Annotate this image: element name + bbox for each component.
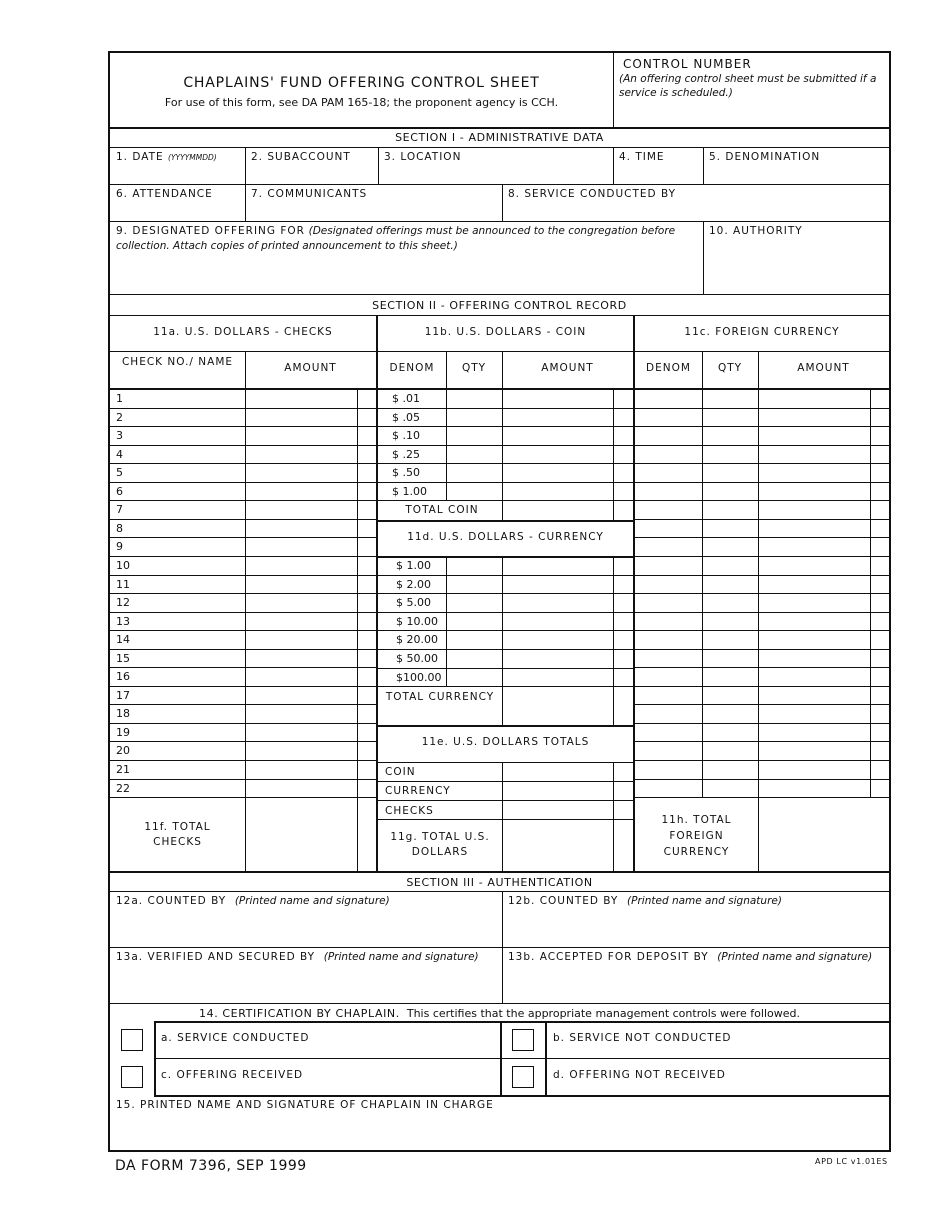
row-number: 11 (116, 577, 130, 591)
foreign-denom-input[interactable] (637, 650, 700, 667)
foreign-amount-input[interactable] (760, 390, 868, 407)
check-amount-input[interactable] (247, 576, 355, 593)
foreign-denom-input[interactable] (637, 761, 700, 778)
total-currency-input[interactable] (504, 687, 611, 724)
check-name-input[interactable] (112, 594, 243, 611)
foreign-qty-input[interactable] (704, 520, 756, 537)
foreign-denom-input[interactable] (637, 501, 700, 518)
foreign-denom-input[interactable] (637, 427, 700, 444)
row-number: 18 (116, 707, 130, 721)
row-number: 5 (116, 466, 123, 480)
check-amount-input[interactable] (247, 724, 355, 741)
check-amount-input[interactable] (247, 705, 355, 722)
denomination-input[interactable] (705, 165, 887, 182)
col-foreign-amount: AMOUNT (797, 362, 850, 374)
foreign-amount-input[interactable] (760, 742, 868, 759)
total-foreign-label: 11h. TOTAL FOREIGN CURRENCY (661, 814, 732, 858)
foreign-qty-input[interactable] (704, 724, 756, 741)
check-name-input[interactable] (112, 780, 243, 797)
row-number: 17 (116, 688, 130, 702)
row-number: 12 (116, 596, 130, 610)
chaplain-signature-input[interactable] (112, 1115, 887, 1149)
coin-qty-input[interactable] (448, 390, 500, 407)
foreign-qty-input[interactable] (704, 742, 756, 759)
col-coin-qty: QTY (461, 362, 487, 374)
offering-control-form (108, 51, 891, 1152)
authority-input[interactable] (705, 241, 887, 292)
check-name-input[interactable] (112, 576, 243, 593)
counted-by-a-input[interactable] (112, 911, 500, 945)
currency-amount-input[interactable] (504, 594, 611, 611)
time-label: 4. TIME (619, 151, 665, 163)
row-number: 3 (116, 429, 123, 443)
check-amount-input[interactable] (247, 668, 355, 685)
foreign-amount-input[interactable] (760, 538, 868, 555)
coin-denom: $ .50 (392, 466, 420, 480)
foreign-amount-input[interactable] (760, 501, 868, 518)
check-amount-input[interactable] (247, 446, 355, 463)
row-number: 7 (116, 503, 123, 517)
total-currency-label: TOTAL CURRENCY (385, 691, 495, 703)
currency-qty-input[interactable] (448, 631, 500, 648)
foreign-qty-input[interactable] (704, 761, 756, 778)
currency-denom: $ 10.00 (396, 614, 438, 628)
verified-input[interactable] (112, 967, 500, 1001)
totals-coin-label: COIN (385, 766, 416, 778)
coin-header: 11b. U.S. DOLLARS - COIN (424, 326, 587, 338)
check-amount-input[interactable] (247, 557, 355, 574)
currency-qty-input[interactable] (448, 557, 500, 574)
foreign-amount-input[interactable] (760, 668, 868, 685)
row-number: 22 (116, 781, 130, 795)
foreign-amount-input[interactable] (760, 594, 868, 611)
foreign-denom-input[interactable] (637, 538, 700, 555)
currency-header: 11d. U.S. DOLLARS - CURRENCY (407, 531, 604, 543)
foreign-amount-input[interactable] (760, 557, 868, 574)
total-foreign-input[interactable] (760, 798, 887, 870)
currency-qty-input[interactable] (448, 576, 500, 593)
col-checks-amount: AMOUNT (284, 362, 337, 374)
currency-qty-input[interactable] (448, 650, 500, 667)
check-amount-input[interactable] (247, 650, 355, 667)
foreign-qty-input[interactable] (704, 557, 756, 574)
certification-text: This certifies that the appropriate management controls were followed. (406, 1007, 800, 1020)
row-number: 14 (116, 633, 130, 647)
foreign-qty-input[interactable] (704, 631, 756, 648)
foreign-amount-input[interactable] (760, 409, 868, 426)
service-not-conducted-label: b. SERVICE NOT CONDUCTED (553, 1032, 732, 1044)
offering-not-received-label: d. OFFERING NOT RECEIVED (553, 1069, 726, 1081)
service-not-conducted-checkbox[interactable] (512, 1029, 534, 1051)
foreign-amount-input[interactable] (760, 631, 868, 648)
foreign-amount-input[interactable] (760, 520, 868, 537)
attendance-label: 6. ATTENDANCE (116, 188, 213, 200)
service-conducted-label: a. SERVICE CONDUCTED (161, 1032, 310, 1044)
foreign-denom-input[interactable] (637, 780, 700, 797)
currency-qty-input[interactable] (448, 613, 500, 630)
control-number-input[interactable] (615, 103, 887, 125)
currency-denom: $ 1.00 (396, 559, 431, 572)
check-name-input[interactable] (112, 501, 243, 518)
foreign-denom-input[interactable] (637, 409, 700, 426)
coin-amount-input[interactable] (504, 464, 611, 481)
form-subtitle: For use of this form, see DA PAM 165-18; the proponent agency is CCH. (164, 96, 559, 109)
check-amount-input[interactable] (247, 594, 355, 611)
check-name-input[interactable] (112, 705, 243, 722)
totals-checks-input[interactable] (504, 801, 611, 818)
foreign-denom-input[interactable] (637, 483, 700, 500)
foreign-qty-input[interactable] (704, 650, 756, 667)
check-amount-input[interactable] (247, 483, 355, 500)
foreign-qty-input[interactable] (704, 427, 756, 444)
check-name-input[interactable] (112, 427, 243, 444)
currency-amount-input[interactable] (504, 650, 611, 667)
check-name-input[interactable] (112, 390, 243, 407)
coin-amount-input[interactable] (504, 483, 611, 500)
coin-denom: $ 1.00 (392, 484, 427, 498)
currency-denom: $ 20.00 (396, 633, 438, 647)
total-us-dollars-label: 11g. TOTAL U.S. DOLLARS (390, 831, 490, 858)
foreign-amount-input[interactable] (760, 687, 868, 704)
row-number: 1 (116, 392, 123, 405)
total-checks-input[interactable] (247, 798, 355, 870)
currency-denom: $ 5.00 (396, 596, 431, 610)
location-input[interactable] (380, 165, 611, 182)
coin-qty-input[interactable] (448, 446, 500, 463)
foreign-amount-input[interactable] (760, 576, 868, 593)
currency-qty-input[interactable] (448, 669, 500, 686)
foreign-denom-input[interactable] (637, 724, 700, 741)
subaccount-input[interactable] (247, 165, 376, 182)
row-number: 2 (116, 410, 123, 424)
time-input[interactable] (615, 165, 701, 182)
foreign-denom-input[interactable] (637, 520, 700, 537)
designated-offering-input[interactable] (112, 256, 701, 292)
counted-by-a-label: 12a. COUNTED BY (Printed name and signature) (116, 895, 390, 907)
offering-received-label: c. OFFERING RECEIVED (161, 1069, 304, 1081)
totals-currency-input[interactable] (504, 782, 611, 799)
foreign-denom-input[interactable] (637, 594, 700, 611)
row-number: 6 (116, 484, 123, 498)
col-foreign-denom: DENOM (646, 362, 691, 374)
check-name-input[interactable] (112, 446, 243, 463)
foreign-currency-header: 11c. FOREIGN CURRENCY (684, 326, 840, 338)
section-1-title: SECTION I - ADMINISTRATIVE DATA (395, 131, 604, 144)
coin-qty-input[interactable] (448, 409, 500, 426)
coin-denom: $ .10 (392, 429, 420, 443)
coin-denom: $ .01 (392, 392, 420, 405)
coin-amount-input[interactable] (504, 446, 611, 463)
foreign-amount-input[interactable] (760, 780, 868, 797)
checks-header: 11a. U.S. DOLLARS - CHECKS (153, 326, 333, 338)
foreign-denom-input[interactable] (637, 631, 700, 648)
foreign-amount-input[interactable] (760, 724, 868, 741)
foreign-amount-input[interactable] (760, 705, 868, 722)
foreign-qty-input[interactable] (704, 576, 756, 593)
totals-checks-label: CHECKS (385, 805, 434, 817)
check-name-input[interactable] (112, 668, 243, 685)
totals-header: 11e. U.S. DOLLARS TOTALS (421, 736, 590, 748)
check-amount-input[interactable] (247, 761, 355, 778)
location-label: 3. LOCATION (384, 151, 462, 163)
foreign-denom-input[interactable] (637, 613, 700, 630)
date-label: 1. DATE (YYYYMMDD) (116, 151, 217, 163)
check-name-input[interactable] (112, 409, 243, 426)
coin-amount-input[interactable] (504, 409, 611, 426)
foreign-qty-input[interactable] (704, 613, 756, 630)
foreign-denom-input[interactable] (637, 576, 700, 593)
foreign-qty-input[interactable] (704, 705, 756, 722)
offering-not-received-checkbox[interactable] (512, 1066, 534, 1088)
row-number: 16 (116, 670, 130, 684)
totals-currency-label: CURRENCY (385, 785, 451, 797)
control-number-label: CONTROL NUMBER (623, 57, 752, 71)
check-name-input[interactable] (112, 613, 243, 630)
check-amount-input[interactable] (247, 538, 355, 555)
accepted-label: 13b. ACCEPTED FOR DEPOSIT BY (Printed name and signature) (508, 951, 873, 963)
foreign-denom-input[interactable] (637, 557, 700, 574)
foreign-qty-input[interactable] (704, 668, 756, 685)
communicants-input[interactable] (247, 203, 500, 220)
foreign-qty-input[interactable] (704, 464, 756, 481)
currency-amount-input[interactable] (504, 669, 611, 686)
counted-by-b-input[interactable] (504, 911, 887, 945)
foreign-denom-input[interactable] (637, 742, 700, 759)
col-foreign-qty: QTY (717, 362, 743, 374)
form-version: APD LC v1.01ES (815, 1157, 888, 1166)
check-name-input[interactable] (112, 687, 243, 704)
coin-amount-input[interactable] (504, 427, 611, 444)
check-name-input[interactable] (112, 761, 243, 778)
date-format-note: (YYYYMMDD) (168, 153, 217, 162)
foreign-denom-input[interactable] (637, 687, 700, 704)
row-number: 8 (116, 521, 123, 535)
foreign-denom-input[interactable] (637, 668, 700, 685)
foreign-qty-input[interactable] (704, 538, 756, 555)
currency-denom: $ 50.00 (396, 652, 438, 665)
check-name-input[interactable] (112, 631, 243, 648)
row-number: 21 (116, 763, 130, 776)
row-number: 10 (116, 558, 130, 572)
foreign-amount-input[interactable] (760, 427, 868, 444)
coin-denom: $ .05 (392, 410, 420, 424)
foreign-denom-input[interactable] (637, 390, 700, 407)
foreign-amount-input[interactable] (760, 613, 868, 630)
counted-by-b-label: 12b. COUNTED BY (Printed name and signature) (508, 895, 782, 907)
currency-amount-input[interactable] (504, 576, 611, 593)
verified-label: 13a. VERIFIED AND SECURED BY (Printed name and signature) (116, 951, 479, 963)
check-name-input[interactable] (112, 538, 243, 555)
check-name-input[interactable] (112, 464, 243, 481)
attendance-input[interactable] (112, 203, 243, 220)
check-amount-input[interactable] (247, 687, 355, 704)
row-number: 9 (116, 540, 123, 554)
offering-received-checkbox[interactable] (121, 1066, 143, 1088)
section-3-title: SECTION III - AUTHENTICATION (406, 876, 593, 889)
subaccount-label: 2. SUBACCOUNT (251, 151, 351, 163)
check-name-input[interactable] (112, 724, 243, 741)
check-amount-input[interactable] (247, 390, 355, 407)
check-amount-input[interactable] (247, 464, 355, 481)
check-amount-input[interactable] (247, 613, 355, 630)
foreign-qty-input[interactable] (704, 594, 756, 611)
col-coin-denom: DENOM (389, 362, 435, 374)
foreign-amount-input[interactable] (760, 650, 868, 667)
foreign-denom-input[interactable] (637, 464, 700, 481)
check-name-input[interactable] (112, 650, 243, 667)
coin-denom: $ .25 (392, 447, 420, 461)
check-amount-input[interactable] (247, 742, 355, 759)
currency-qty-input[interactable] (448, 594, 500, 611)
col-check-no: CHECK NO./ NAME (121, 356, 234, 368)
authority-label: 10. AUTHORITY (709, 225, 803, 237)
service-conducted-by-label: 8. SERVICE CONDUCTED BY (508, 188, 677, 200)
row-number: 4 (116, 447, 123, 461)
check-amount-input[interactable] (247, 427, 355, 444)
coin-qty-input[interactable] (448, 483, 500, 500)
check-amount-input[interactable] (247, 520, 355, 537)
foreign-qty-input[interactable] (704, 409, 756, 426)
section-2-title: SECTION II - OFFERING CONTROL RECORD (372, 299, 627, 312)
foreign-denom-input[interactable] (637, 705, 700, 722)
communicants-label: 7. COMMUNICANTS (251, 188, 368, 200)
check-amount-input[interactable] (247, 631, 355, 648)
check-amount-input[interactable] (247, 409, 355, 426)
check-name-input[interactable] (112, 483, 243, 500)
check-amount-input[interactable] (247, 780, 355, 797)
foreign-qty-input[interactable] (704, 390, 756, 407)
form-title: CHAPLAINS' FUND OFFERING CONTROL SHEET (183, 75, 540, 91)
foreign-amount-input[interactable] (760, 761, 868, 778)
control-number-note: (An offering control sheet must be submitted if a service is scheduled.) (619, 73, 877, 99)
designated-offering-note: (Designated offerings must be announced to the congregation before collection. Attach copies of printed announcement to this sheet.) (116, 225, 676, 252)
total-coin-input[interactable] (504, 501, 611, 519)
foreign-denom-input[interactable] (637, 446, 700, 463)
foreign-qty-input[interactable] (704, 780, 756, 797)
chaplain-signature-label: 15. PRINTED NAME AND SIGNATURE OF CHAPLAIN IN CHARGE (116, 1099, 494, 1111)
row-number: 15 (116, 651, 130, 665)
foreign-amount-input[interactable] (760, 483, 868, 500)
row-number: 13 (116, 614, 130, 628)
certification-label: 14. CERTIFICATION BY CHAPLAIN. This certifies that the appropriate management controls were followed. (199, 1007, 800, 1020)
currency-amount-input[interactable] (504, 613, 611, 630)
check-name-input[interactable] (112, 742, 243, 759)
denomination-label: 5. DENOMINATION (709, 151, 821, 163)
coin-qty-input[interactable] (448, 427, 500, 444)
date-input[interactable] (112, 165, 243, 182)
currency-amount-input[interactable] (504, 557, 611, 574)
currency-denom: $100.00 (396, 670, 442, 684)
service-conducted-checkbox[interactable] (121, 1029, 143, 1051)
total-us-dollars-input[interactable] (504, 820, 611, 869)
row-number: 20 (116, 744, 130, 758)
total-checks-label: 11f. TOTAL CHECKS (144, 821, 211, 848)
coin-qty-input[interactable] (448, 464, 500, 481)
foreign-amount-input[interactable] (760, 464, 868, 481)
currency-amount-input[interactable] (504, 631, 611, 648)
coin-amount-input[interactable] (504, 390, 611, 407)
foreign-qty-input[interactable] (704, 501, 756, 518)
accepted-input[interactable] (504, 967, 887, 1001)
check-amount-input[interactable] (247, 501, 355, 518)
service-conducted-by-input[interactable] (504, 203, 887, 220)
foreign-qty-input[interactable] (704, 483, 756, 500)
foreign-qty-input[interactable] (704, 687, 756, 704)
currency-denom: $ 2.00 (396, 577, 431, 591)
total-coin-label: TOTAL COIN (405, 504, 479, 516)
foreign-qty-input[interactable] (704, 446, 756, 463)
designated-offering-label: 9. DESIGNATED OFFERING FOR (Designated offerings must be announced to the congregation before collection. Attach copies of printed announcement to this sheet.) (116, 225, 676, 252)
check-name-input[interactable] (112, 557, 243, 574)
form-id: DA FORM 7396, SEP 1999 (115, 1158, 307, 1174)
totals-coin-input[interactable] (504, 763, 611, 780)
row-number: 19 (116, 725, 130, 739)
foreign-amount-input[interactable] (760, 446, 868, 463)
col-coin-amount: AMOUNT (541, 362, 594, 374)
check-name-input[interactable] (112, 520, 243, 537)
